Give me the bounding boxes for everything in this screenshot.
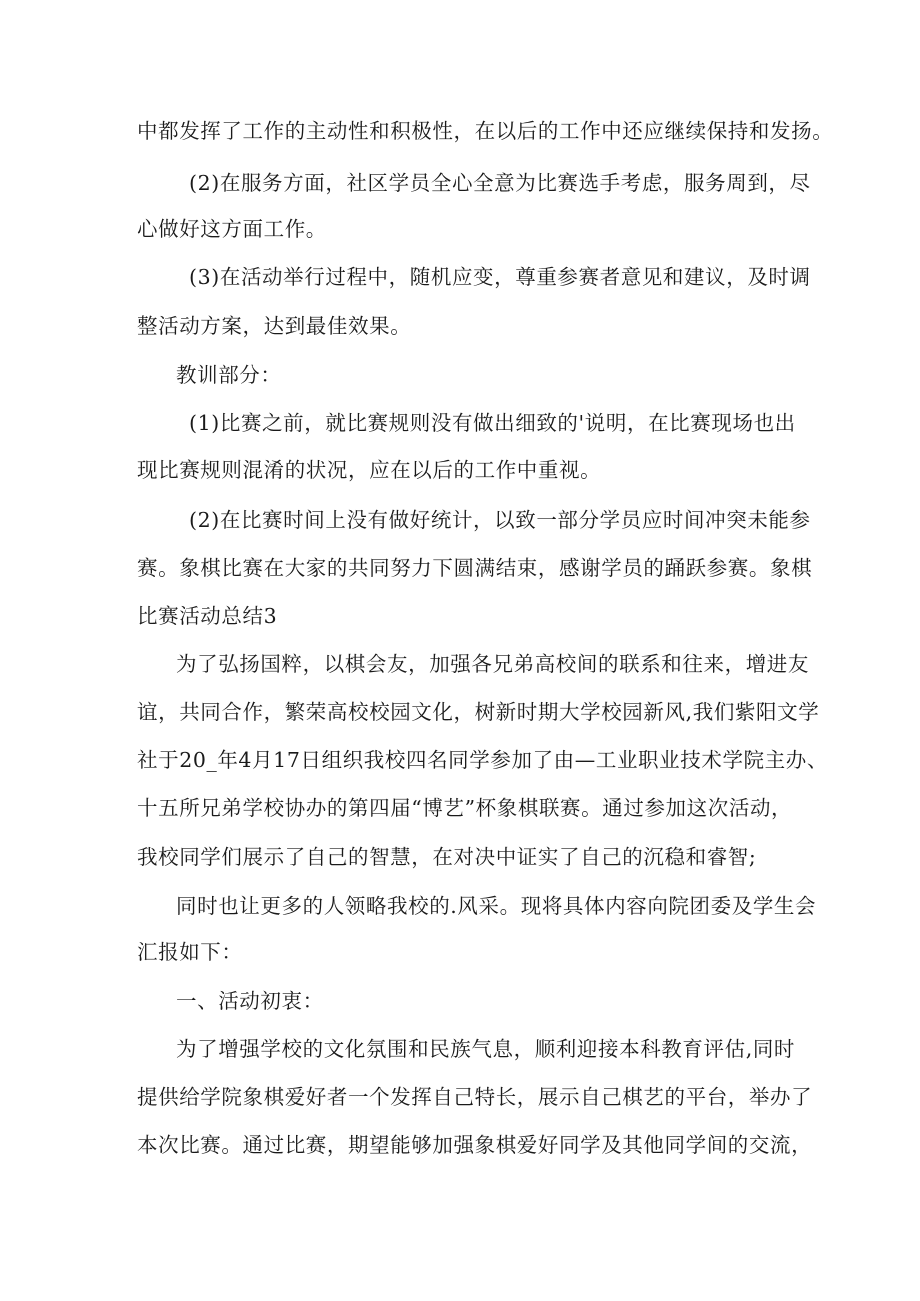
text-line: 整活动方案，达到最佳效果。 <box>137 314 412 338</box>
text-line: 赛。象棋比赛在大家的共同努力下圆满结束，感谢学员的踊跃参赛。象棋 <box>137 556 813 580</box>
text-line: 本次比赛。通过比赛，期望能够加强象棋爱好同学及其他同学间的交流， <box>137 1133 813 1157</box>
text-line: 比赛活动总结3 <box>137 604 278 628</box>
text-line: (2)在服务方面，社区学员全心全意为比赛选手考虑，服务周到，尽 <box>189 171 811 195</box>
section-heading: 教训部分： <box>176 363 282 387</box>
text-line: (2)在比赛时间上没有做好统计，以致一部分学员应时间冲突未能参 <box>189 508 811 532</box>
text-line: 汇报如下： <box>137 940 243 964</box>
text-line: 为了增强学校的文化氛围和民族气息，顺利迎接本科教育评估,同时 <box>176 1037 796 1061</box>
text-line: 社于20_年4月17日组织我校四名同学参加了由—工业职业技术学院主办、 <box>137 748 828 772</box>
text-line: 十五所兄弟学校协办的第四届“博艺”杯象棋联赛。通过参加这次活动， <box>137 796 793 820</box>
section-heading: 一、活动初衷： <box>176 989 324 1013</box>
text-line: 心做好这方面工作。 <box>137 217 327 241</box>
text-line: (3)在活动举行过程中，随机应变，尊重参赛者意见和建议，及时调 <box>189 265 811 289</box>
text-line: 中都发挥了工作的主动性和积极性，在以后的工作中还应继续保持和发扬。 <box>137 119 834 143</box>
text-line: 为了弘扬国粹，以棋会友，加强各兄弟高校间的联系和往来，增进友 <box>176 652 809 676</box>
text-line: 同时也让更多的人领略我校的.风采。现将具体内容向院团委及学生会 <box>176 894 817 918</box>
text-line: 现比赛规则混淆的状况，应在以后的工作中重视。 <box>137 458 602 482</box>
text-line: 提供给学院象棋爱好者一个发挥自己特长，展示自己棋艺的平台，举办了 <box>137 1085 813 1109</box>
text-line: 我校同学们展示了自己的智慧，在对决中证实了自己的沉稳和睿智; <box>137 845 757 869</box>
text-line: (1)比赛之前，就比赛规则没有做出细致的'说明，在比赛现场也出 <box>189 411 796 435</box>
text-line: 谊，共同合作，繁荣高校校园文化，树新时期大学校园新风,我们紫阳文学 <box>137 700 820 724</box>
